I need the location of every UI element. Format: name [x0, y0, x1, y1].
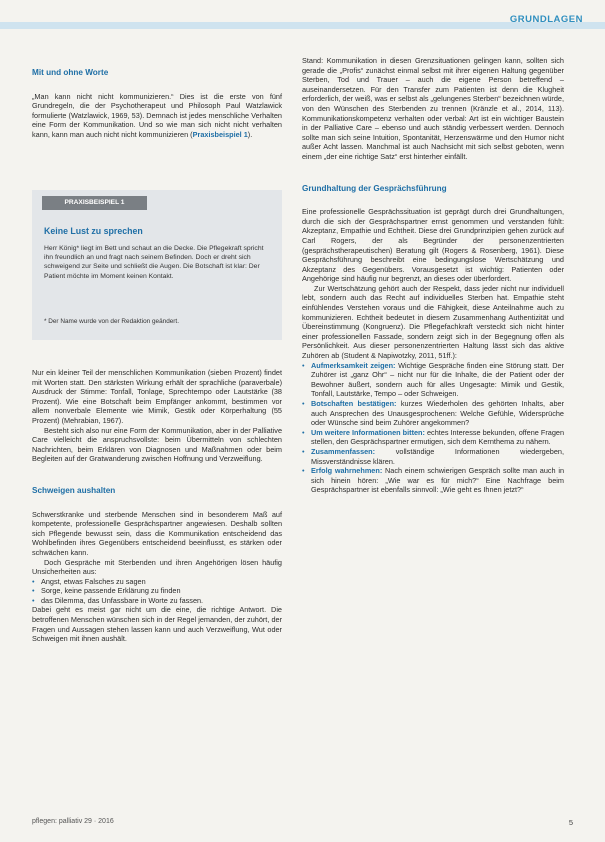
list-item: [311, 361, 564, 399]
page-number: 5: [568, 818, 573, 827]
list-item: • Sorge, keine passende Erklärung zu finden: [41, 586, 282, 596]
list-item: • Angst, etwas Falsches zu sagen: [41, 577, 282, 587]
paragraph: Zur Wertschätzung gehört auch der Respekt, dass jeder nicht nur individuell lebt, sondern auch das Recht auf individuelles Sterben hat. Empathie steht einfühlendes Verstehen voraus und die Fähigkeit, diese Anteilnahme auch zu kommunizieren. Echtheit bedeutet in diesem Zusammenhang Authentizität und Übereinstimmung (Kongruenz). Die Pflegefachkraft versteckt sich nicht hinter einer professionellen Fassade, sondern zeigt sich in der Begegnung offen als Persönlichkeit. Aus dieser personenzentrierten Haltung lässt sich das aktive Zuhören ab (Student & Napiwotzky, 2011, 51ff.):: [302, 283, 564, 361]
paragraph: Eine professionelle Gesprächssituation ist geprägt durch drei Grundhaltungen, durch die sich der Gesprächspartner ernst genommen und verstanden fühlt: Akzeptanz, Empathie und Echtheit. Diese drei Grundprinzipien gehen zurück auf Carl Rogers, der als Begründer der personenzentrierten (gesprächstherapeutischen) Beratung gilt (Rogers & Rosenberg, 1961). Diese Gesprächsführung beschreibt eine bedingungslose Wertschätzung und Akzeptanz des Gegenübers. Vorausgesetzt ist wichtig: Patienten oder Angehörige sind häufig nur begrenzt, an dieses oder überfordert.: [302, 207, 564, 284]
list-item: [311, 447, 564, 466]
box-footnote: * Der Name wurde von der Redaktion geändert.: [44, 318, 179, 325]
list-item-label: Erfolg wahrnehmen:: [311, 466, 383, 476]
right-column: [302, 56, 564, 495]
list-item: [311, 466, 564, 495]
heading-mit-und-ohne-worte: Mit und ohne Worte: [32, 68, 109, 77]
paragraph: Doch Gespräche mit Sterbenden und ihren Angehörigen lösen häufig Unsicherheiten aus:: [32, 557, 282, 577]
list-item: [311, 399, 564, 428]
paragraph: Stand: Kommunikation in diesen Grenzsituationen gelingen kann, sollten sich gerade die „Profis“ zunächst einmal selbst mit ihrer eigenen Haltung gegenüber Sterben, Tod und Trauer – auch die eigene Person betreffend – auseinandersetzen. Für den Transfer zum Patienten ist denn die Klugheit erforderlich, der weiß, was er selbst als „gelungenes Sterben“ bezeichnen würde, von den Wünschen des Sterbenden zu trennen (Kränzle et al., 2014, 113). Kommunikationskompetenz verhalten oder verbal: Art ist ein wichtiger Baustein in der Palliative Care – ebenso und auch ständig verbessert werden. Dennoch sollte man sich seine Intuition, Spontanität, Herzenswärme und den Humor nicht außer Acht lassen. Manchmal ist auch Nachsicht mit sich selbst geboten, wenn einem „der eine richtige Satz“ erst hinterher einfällt.: [302, 56, 565, 161]
left-column-top: [32, 68, 282, 140]
paragraph: Nur ein kleiner Teil der menschlichen Kommunikation (sieben Prozent) findet mit Worten statt. Den stärksten Wirkung erhält der sprachliche (paraverbale) Ausdruck der Stimme: Tonfall, Tonlage, Sprechtempo oder Lautstärke (38 Prozent). Wie eine Botschaft beim Empfänger ankommt, bestimmen vor allem nonverbale Elemente wie Mimik, Gestik oder Körperhaltung (55 Prozent) (Mehrabian, 1967).: [32, 368, 282, 425]
list-item-label: Um weitere Informationen bitten:: [311, 427, 425, 437]
list-item-text: Nach einem schwierigen Gespräch sollte man auch in sich hinein hören: „Wie war es für mich?“ Eine Nachfrage beim Gesprächspartner ist ebenfalls sinnvoll: „Wie geht es Ihnen jetzt?“: [311, 466, 565, 495]
list-item-label: Zusammenfassen:: [311, 446, 376, 456]
box-tag: PRAXISBEISPIEL 1: [42, 196, 147, 210]
paragraph: [32, 92, 282, 140]
heading-grundhaltung: Grundhaltung der Gesprächsführung: [302, 183, 447, 193]
list-item-label: Botschaften bestätigen:: [311, 399, 397, 408]
box-title: Keine Lust zu sprechen: [44, 226, 143, 236]
left-column-bottom: [32, 368, 282, 644]
section-tag: GRUNDLAGEN: [509, 14, 583, 25]
paragraph-text: „Man kann nicht nicht kommunizieren.“ Dies ist die erste von fünf Grundregeln, die der Psychotherapeut und Philosoph Paul Watzlawick formulierte (Watzlawick, 1969, 53). Demnach ist jedes menschliche Verhalten eine Form der Kommunikation. Und so wie man sich nicht nicht verhalten kann, kann man auch nicht nicht kommunizieren (: [32, 91, 282, 139]
list-item-label: Aufmerksamkeit zeigen:: [311, 360, 396, 370]
paragraph: Schwerstkranke und sterbende Menschen sind in besonderem Maß auf kompetente, professionelle Gesprächspartner angewiesen. Deshalb sollten sich Pflegende bewusst sein, dass die Kommunikation entscheidend das Wohlbefinden ihres Gegenübers entscheidend beeinflusst, es stärken oder schwächen kann.: [32, 509, 282, 557]
heading-schweigen: Schweigen aushalten: [32, 485, 116, 495]
list-item: • das Dilemma, das Unfassbare in Worte zu fassen.: [41, 596, 282, 606]
list-item-text: echtes Interesse bekunden, offene Fragen stellen, den Gesprächspartner ermutigen, sich dem Kernthema zu nähern.: [311, 427, 565, 447]
paragraph-end: ).: [247, 129, 253, 139]
footer-journal: pflegen: palliativ 29 · 2016: [32, 818, 114, 825]
list-item-text: Wichtige Gespräche finden eine Störung statt. Der Zuhörer ist „ganz Ohr“ – nicht nur für die Inhalte, die der Patient oder der Bewohner äußert, sondern auch für alles Ungesagte: Mimik und Gestik, Tonfall, Lautstärke, Tempo – oder Schweigen.: [311, 360, 564, 399]
bullet-list: [32, 577, 282, 606]
list-item-text: kurzes Wiederholen des gehörten Inhalts, aber auch Ansprechen des Unausgesprochenen: Welche Gefühle, Widersprüche oder Wünsche sind beim Zuhörer angekommen?: [311, 399, 565, 428]
box-text: Herr König* liegt im Bett und schaut an die Decke. Die Pflegekraft spricht ihn freundlich an und fragt nach seinem Befinden. Doch er dreht sich schweigend zur Seite und schließt die Augen. Die Botschaft ist klar: Der Patient möchte im Moment keinen Kontakt.: [44, 245, 264, 280]
paragraph: Besteht sich also nur eine Form der Kommunikation, aber in der Palliative Care vielleicht die anspruchsvollste: beim Übermitteln von schlechten Nachrichten, beim Erklären von Diagnosen und Maßnahmen oder beim Begleiten auf der Gratwanderung zwischen Hoffnung und Verzweiflung.: [32, 425, 282, 464]
bullet-list: [302, 361, 564, 495]
ref-praxisbeispiel: Praxisbeispiel 1: [192, 129, 248, 139]
paragraph: Dabei geht es meist gar nicht um die eine, die richtige Antwort. Die betroffenen Menschen wünschen sich in der Regel jemanden, der zuhört, der Fragen und Aussagen stehen lassen kann und auch Verzweiflung, Wut oder Schweigen mit ihnen aushält.: [32, 605, 282, 644]
list-item-text: vollständige Informationen wiedergeben, Missverständnisse klären.: [311, 446, 564, 466]
list-item: [311, 428, 564, 447]
